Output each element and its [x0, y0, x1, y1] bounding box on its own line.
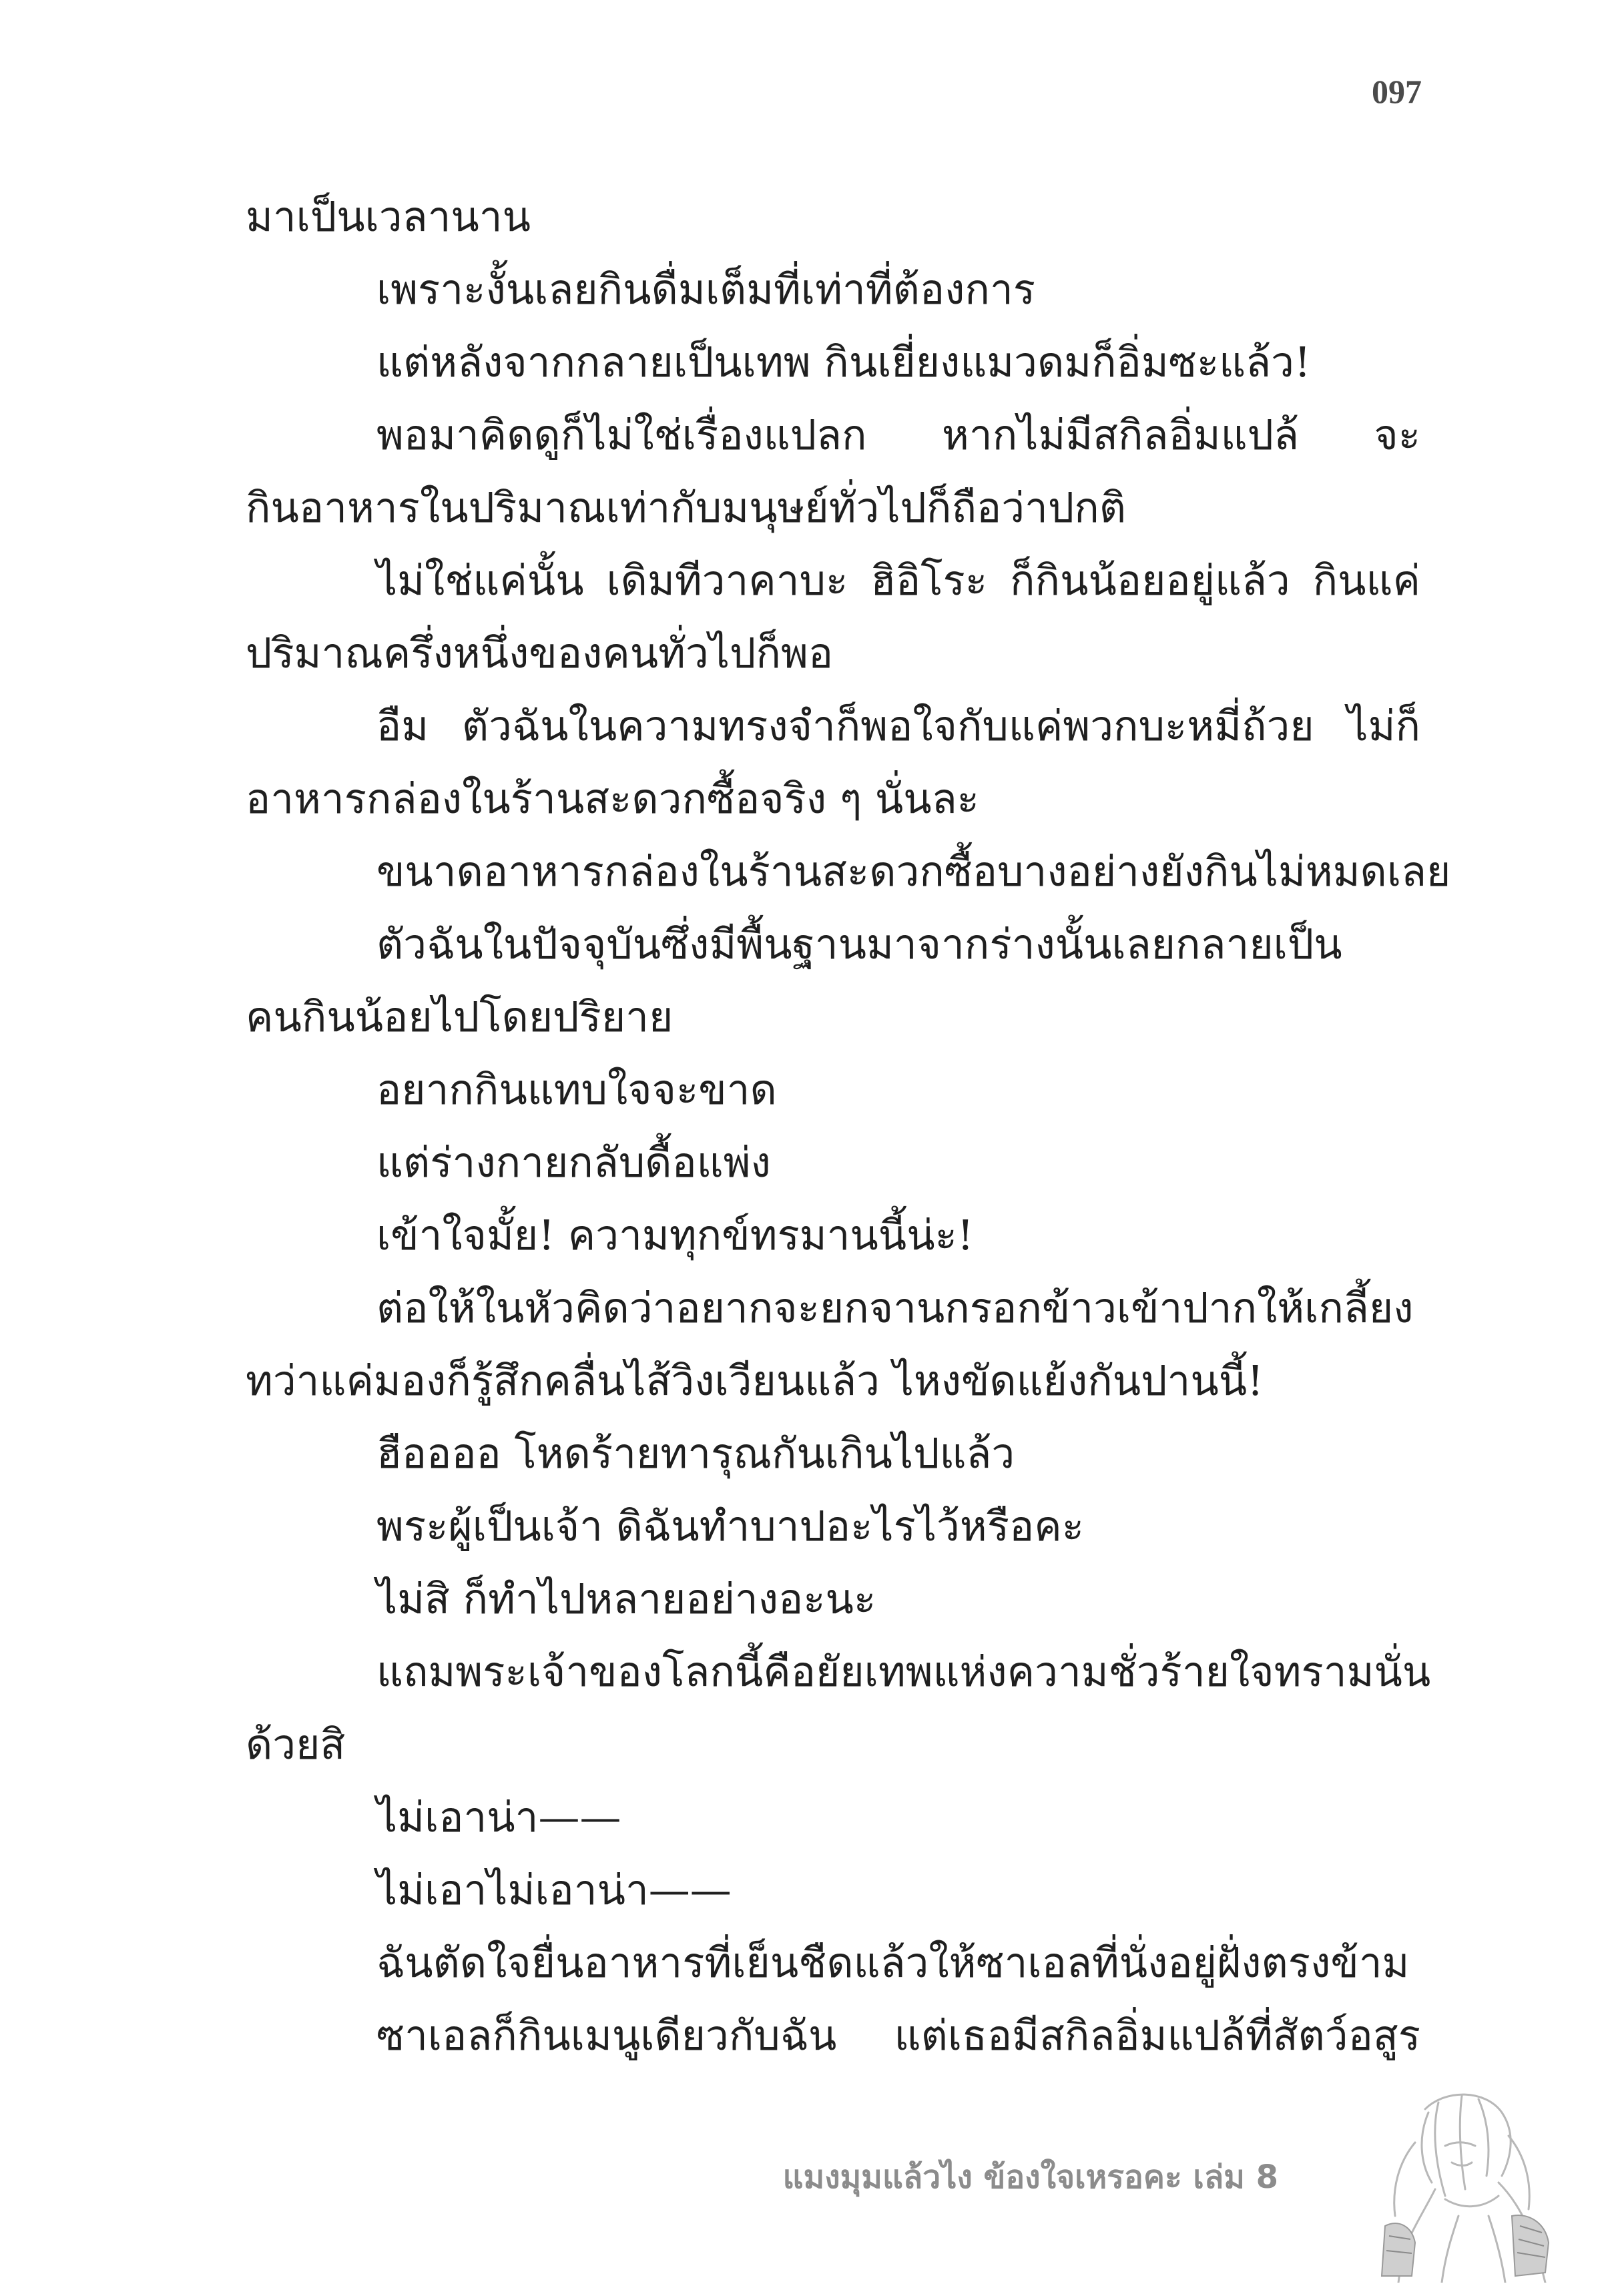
text-line: แต่หลังจากกลายเป็นเทพ กินเยี่ยงแมวดมก็อิ่มซะแล้ว! — [376, 338, 1311, 386]
text-line: ด้วยสิ — [246, 1720, 346, 1769]
text-line: เข้าใจมั้ย! ความทุกข์ทรมานนี้น่ะ! — [376, 1211, 974, 1259]
text-line: ไม่สิ ก็ทำไปหลายอย่างอะนะ — [376, 1574, 876, 1623]
text-line: เพราะงั้นเลยกินดื่มเต็มที่เท่าที่ต้องการ — [376, 265, 1036, 314]
text-line: แต่ร่างกายกลับดื้อแพ่ง — [376, 1138, 771, 1187]
character-illustration — [1345, 2082, 1565, 2283]
text-line: อืม ตัวฉันในความทรงจำก็พอใจกับแค่พวกบะหมี่ถ้วย ไม่ก็ — [376, 701, 1420, 750]
text-line: ตัวฉันในปัจจุบันซึ่งมีพื้นฐานมาจากร่างนั้นเลยกลายเป็น — [376, 920, 1342, 968]
text-line: ไม่เอาไม่เอาน่า—— — [376, 1866, 732, 1914]
text-line: ขนาดอาหารกล่องในร้านสะดวกซื้อบางอย่างยังกินไม่หมดเลย — [376, 847, 1451, 896]
text-line: แถมพระเจ้าของโลกนี้คือยัยเทพแห่งความชั่วร้ายใจทรามนั่น — [376, 1647, 1431, 1696]
page-footer — [0, 2082, 1612, 2296]
text-line: พอมาคิดดูก็ไม่ใช่เรื่องแปลก หากไม่มีสกิลอิ่มแปล้ จะ — [376, 410, 1420, 459]
text-line: ซาเอลก็กินเมนูเดียวกับฉัน แต่เธอมีสกิลอิ่มแปล้ที่สัตว์อสูร — [376, 2011, 1420, 2060]
text-line: กินอาหารในปริมาณเท่ากับมนุษย์ทั่วไปก็ถือว่าปกติ — [246, 483, 1127, 532]
text-line: ไม่เอาน่า—— — [376, 1793, 621, 1841]
text-line: อาหารกล่องในร้านสะดวกซื้อจริง ๆ นั่นละ — [246, 774, 979, 823]
text-line: ฉันตัดใจยื่นอาหารที่เย็นชืดแล้วให้ซาเอลที่นั่งอยู่ฝั่งตรงข้าม — [376, 1938, 1410, 1987]
text-line: อยากกินแทบใจจะขาด — [376, 1065, 777, 1114]
body-text — [246, 180, 1451, 2072]
text-line: ทว่าแค่มองก็รู้สึกคลื่นไส้วิงเวียนแล้ว ไหงขัดแย้งกันปานนี้! — [246, 1356, 1264, 1405]
book-title-footer: แมงมุมแล้วไง ข้องใจเหรอคะ เล่ม 8 — [782, 2159, 1278, 2196]
text-line: ฮืออออ โหดร้ายทารุณกันเกินไปแล้ว — [376, 1429, 1015, 1478]
text-line: ปริมาณครึ่งหนึ่งของคนทั่วไปก็พอ — [246, 629, 834, 677]
text-line: คนกินน้อยไปโดยปริยาย — [246, 992, 674, 1041]
text-line: ต่อให้ในหัวคิดว่าอยากจะยกจานกรอกข้าวเข้าปากให้เกลี้ยง — [376, 1283, 1414, 1332]
text-line: มาเป็นเวลานาน — [246, 192, 531, 241]
text-line: พระผู้เป็นเจ้า ดิฉันทำบาปอะไรไว้หรือคะ — [376, 1502, 1085, 1550]
text-line: ไม่ใช่แค่นั้น เดิมทีวาคาบะ ฮิอิโระ ก็กินน้อยอยู่แล้ว กินแค่ — [376, 556, 1420, 605]
page-number: 097 — [1372, 73, 1422, 110]
